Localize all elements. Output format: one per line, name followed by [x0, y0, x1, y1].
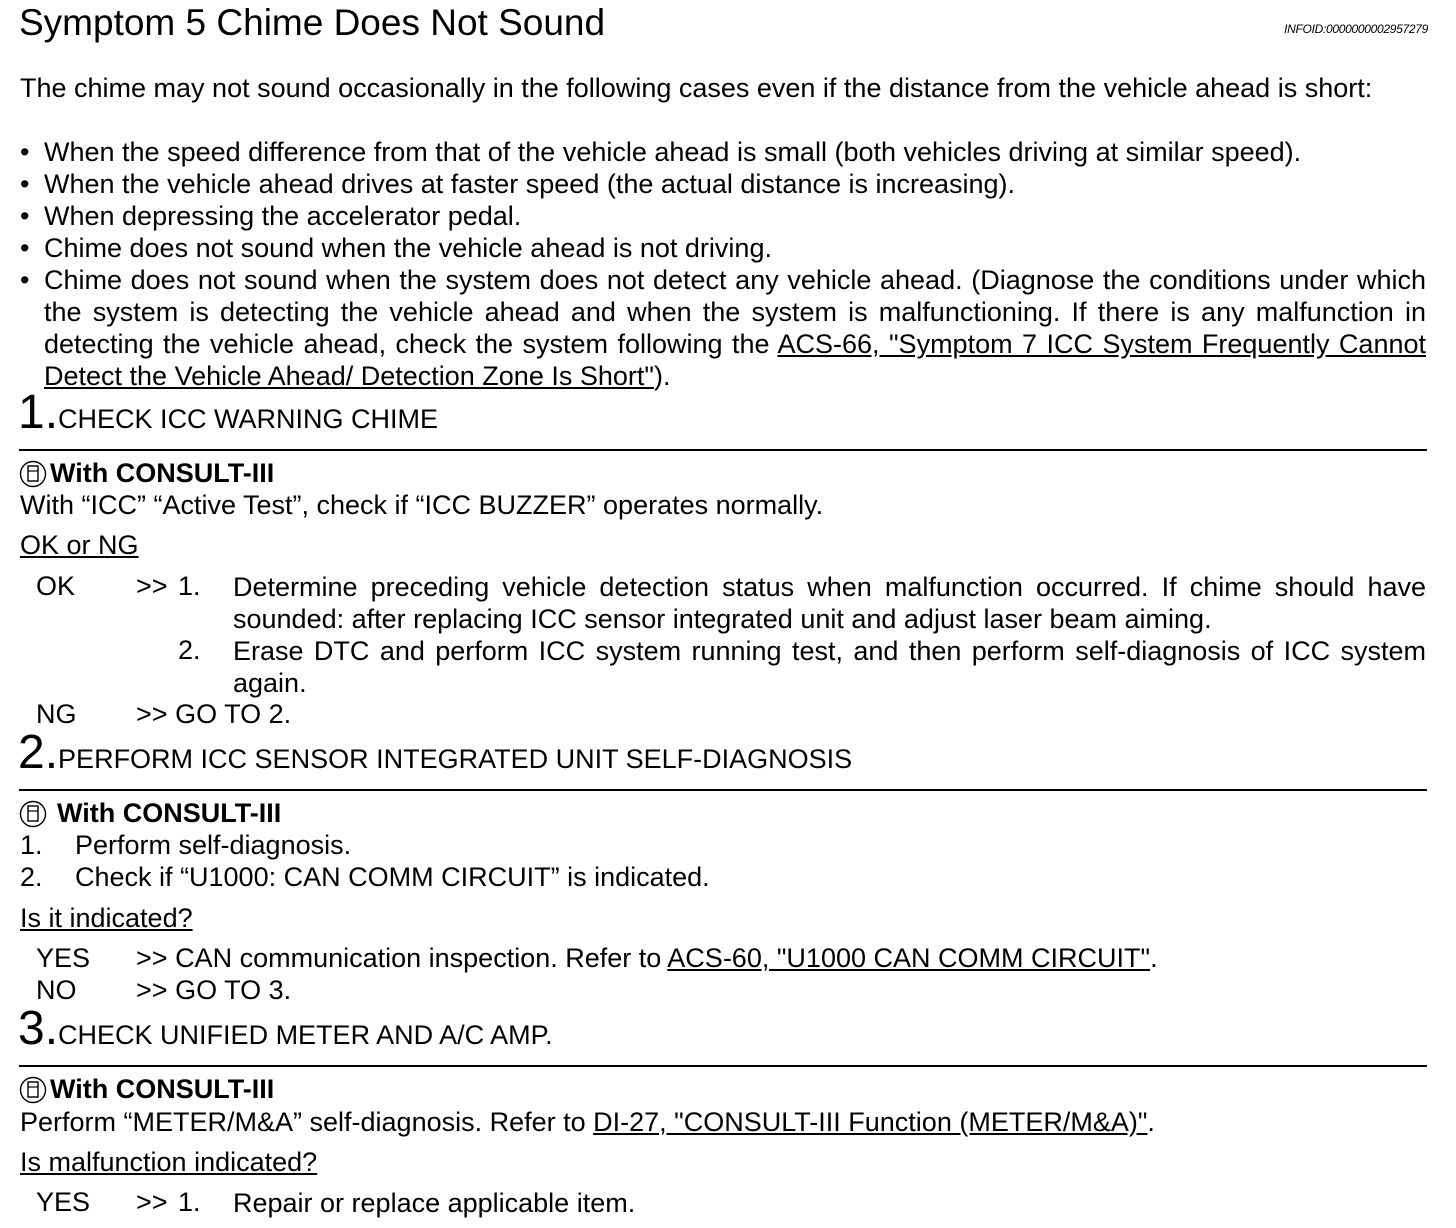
sub-step-number: 1. [178, 1187, 201, 1217]
list-text: Perform self-diagnosis. [75, 830, 352, 860]
arrow-symbol: >> [136, 699, 168, 729]
bullet-dot: • [20, 233, 30, 263]
page-title: Symptom 5 Chime Does Not Sound [19, 2, 606, 43]
step-heading: PERFORM ICC SENSOR INTEGRATED UNIT SELF-DIAGNOSIS [58, 744, 853, 774]
action-tail: . [1150, 943, 1158, 973]
instruction-text: With “ICC” “Active Test”, check if “ICC BUZZER” operates normally. [20, 490, 824, 520]
arrow-symbol: >> [136, 975, 168, 1005]
step-number: 3 [18, 1002, 45, 1055]
sub-step-number: 1. [178, 571, 201, 601]
consult-label [19, 1074, 274, 1105]
arrow-action [136, 943, 1158, 974]
bullet-item [20, 168, 1426, 200]
arrow-symbol: >> [136, 1187, 168, 1217]
action-text: CAN communication inspection. Refer to [175, 943, 668, 973]
link-acs-60[interactable]: ACS-60, "U1000 CAN COMM CIRCUIT" [667, 943, 1151, 973]
step-number: 1 [18, 386, 45, 439]
consult-label [19, 798, 281, 829]
bullet-text: When the vehicle ahead drives at faster speed (the actual distance is increasing). [44, 169, 1016, 199]
intro-paragraph: The chime may not sound occasionally in the following cases even if the distance from the vehicle ahead is short: [20, 73, 1373, 103]
consult-icon [19, 800, 47, 828]
answer-no: NO [36, 975, 77, 1005]
sub-step-text: Repair or replace applicable item. [233, 1188, 636, 1218]
bullet-dot: • [20, 169, 30, 199]
answer-ok: OK [36, 571, 76, 601]
answer-ng: NG [36, 699, 77, 729]
info-id: INFOID:0000000002957279 [1284, 22, 1428, 36]
bullet-dot: • [20, 201, 30, 231]
arrow-symbol: >> [136, 943, 168, 973]
bullet-dot: • [20, 265, 30, 295]
bullet-text: Chime does not sound when the vehicle ahead is not driving. [44, 233, 772, 263]
ok-or-ng-question: OK or NG [20, 530, 139, 560]
bullet-item [20, 232, 1426, 264]
bullet-text: When the speed difference from that of the vehicle ahead is small (both vehicles driving at similar speed). [44, 137, 1302, 167]
instruction-body: Perform “METER/M&A” self-diagnosis. Refer to [20, 1107, 594, 1137]
instruction-text [20, 1107, 1155, 1138]
consult-text: With CONSULT-III [57, 798, 282, 828]
divider [19, 789, 1427, 791]
bullet-text [44, 264, 1426, 392]
step-heading: CHECK ICC WARNING CHIME [58, 404, 439, 434]
arrow-symbol: >> [136, 571, 168, 601]
bullet-text-tail: ). [653, 361, 671, 391]
go-to-step-3: GO TO 3. [175, 975, 292, 1005]
step-heading: CHECK UNIFIED METER AND A/C AMP. [58, 1020, 553, 1050]
list-number: 2. [20, 862, 43, 892]
list-number: 1. [20, 830, 43, 860]
answer-yes: YES [36, 943, 91, 973]
answer-yes: YES [36, 1187, 91, 1217]
step-3-header [18, 1001, 553, 1056]
malfunction-question: Is malfunction indicated? [20, 1147, 318, 1177]
list-text: Check if “U1000: CAN COMM CIRCUIT” is indicated. [75, 862, 710, 892]
step-2-header [18, 725, 852, 780]
sub-step-number: 2. [178, 635, 201, 665]
step-number: 2 [18, 726, 45, 779]
consult-text: With CONSULT-III [50, 1074, 275, 1104]
go-to-step-2: GO TO 2. [175, 699, 292, 729]
sub-step-text: Determine preceding vehicle detection status when malfunction occurred. If chime should have sounded: after replacing ICC sensor integrated unit and adjust laser beam aiming. [233, 572, 1426, 634]
bullet-item [20, 264, 1426, 392]
divider [19, 1065, 1427, 1067]
bullet-item [20, 200, 1426, 232]
sub-step-text: Erase DTC and perform ICC system running test, and then perform self-diagnosis of ICC system again. [233, 636, 1426, 698]
instruction-tail: . [1147, 1107, 1155, 1137]
link-di-27[interactable]: DI-27, "CONSULT-III Function (METER/M&A)" [593, 1107, 1148, 1137]
bullet-text: When depressing the accelerator pedal. [44, 201, 522, 231]
is-indicated-question: Is it indicated? [20, 903, 193, 933]
link-acs-66[interactable]: ACS-66, "Symptom 7 ICC System Frequently Cannot Detect the Vehicle Ahead/ Detection Zone Is Short" [44, 329, 1426, 391]
bullet-dot: • [20, 137, 30, 167]
step-dot: . [44, 726, 59, 779]
divider [19, 449, 1427, 451]
step-dot: . [44, 1002, 59, 1055]
consult-icon [19, 1076, 47, 1104]
step-1-header [18, 385, 438, 440]
bullet-text-body: Chime does not sound when the system does not detect any vehicle ahead. (Diagnose the conditions under which the system is detecting the vehicle ahead and when the system is malfunctioning. If there is any malfunction in detecting the vehicle ahead, check the system following the [44, 265, 1426, 359]
step-dot: . [44, 386, 59, 439]
bullet-item [20, 136, 1426, 168]
consult-text: With CONSULT-III [50, 458, 275, 488]
consult-label [19, 458, 274, 489]
consult-icon [19, 460, 47, 488]
